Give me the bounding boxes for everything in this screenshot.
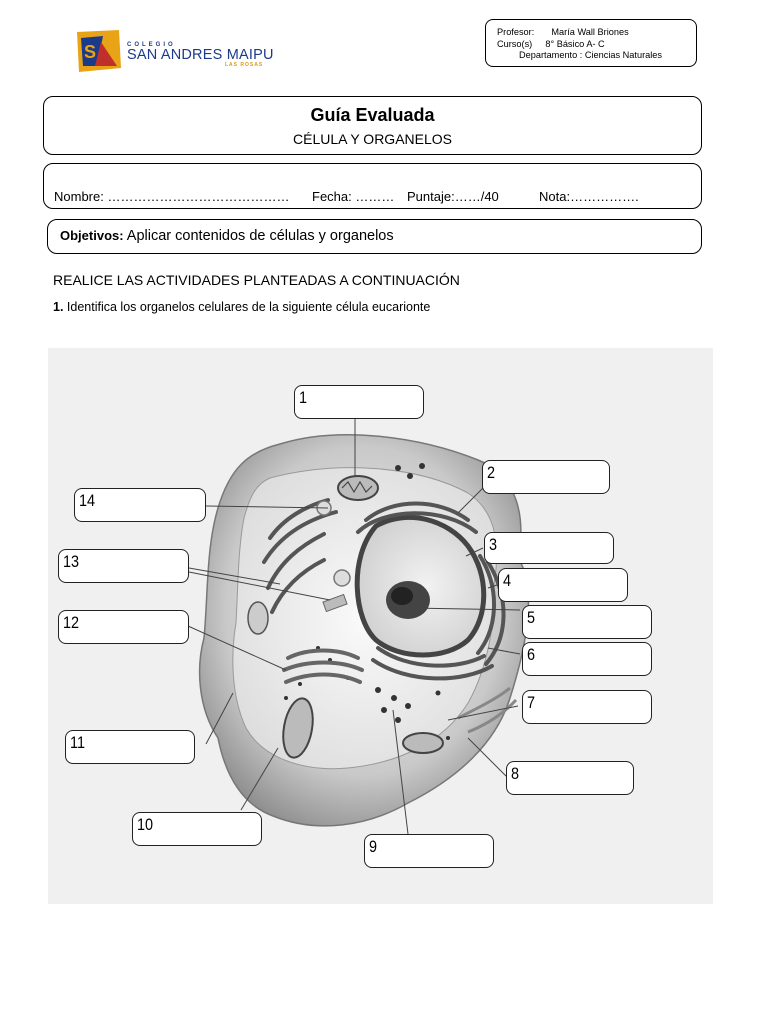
teacher-info-box: [485, 19, 697, 67]
objectives-box: [47, 219, 702, 254]
label-number: 9: [369, 837, 378, 856]
answer-box-11[interactable]: [65, 730, 195, 764]
page-title: Guía Evaluada: [310, 105, 435, 125]
label-number: 11: [70, 733, 86, 752]
answer-box-1[interactable]: [294, 385, 424, 419]
label-number: 6: [527, 645, 536, 664]
fecha-field[interactable]: Fecha: ………: [312, 189, 395, 204]
profesor-value: María Wall Briones: [551, 27, 629, 37]
nota-field[interactable]: Nota:…………….: [539, 189, 639, 204]
answer-box-13[interactable]: [58, 549, 189, 583]
school-logo: [75, 28, 275, 76]
answer-box-9[interactable]: [364, 834, 494, 868]
curso-value: 8° Básico A- C: [545, 38, 605, 49]
label-number: 2: [487, 463, 496, 482]
nombre-field[interactable]: Nombre: ……………………………………: [54, 189, 290, 204]
student-fields-box: [43, 163, 702, 209]
answer-box-5[interactable]: [522, 605, 652, 639]
label-number: 10: [137, 815, 154, 834]
svg-text:S: S: [84, 42, 97, 62]
question-number: 1.: [53, 300, 64, 314]
profesor-line: [497, 27, 696, 39]
question-text: Identifica los organelos celulares de la siguiente célula eucarionte: [63, 300, 431, 314]
answer-box-12[interactable]: [58, 610, 189, 644]
label-number: 8: [511, 764, 520, 783]
departamento-line: Departamento : Ciencias Naturales: [519, 50, 662, 60]
answer-box-14[interactable]: [74, 488, 206, 522]
answer-box-7[interactable]: [522, 690, 652, 724]
cell-diagram: [48, 348, 713, 904]
label-number: 3: [489, 535, 498, 554]
objectives-text: Aplicar contenidos de células y organelos: [123, 228, 394, 244]
instructions-text: REALICE LAS ACTIVIDADES PLANTEADAS A CONTINUACIÓN: [53, 272, 460, 288]
label-number: 13: [63, 552, 80, 571]
answer-box-8[interactable]: [506, 761, 634, 795]
school-emblem-icon: [75, 28, 123, 74]
logo-sub-text: LAS ROSAS: [225, 62, 264, 68]
label-number: 14: [79, 491, 96, 510]
profesor-label: Profesor:: [497, 27, 535, 37]
puntaje-field[interactable]: Puntaje:……/40: [407, 189, 499, 204]
curso-line: [497, 39, 696, 51]
answer-box-6[interactable]: [522, 642, 652, 676]
objectives-label: Objetivos:: [60, 228, 124, 243]
label-number: 12: [63, 613, 80, 632]
title-box: [43, 96, 702, 155]
label-number: 4: [503, 571, 512, 590]
page-subtitle: CÉLULA Y ORGANELOS: [293, 131, 452, 147]
answer-box-3[interactable]: [484, 532, 614, 564]
label-number: 7: [527, 693, 536, 712]
school-name: SAN ANDRES MAIPU: [127, 47, 274, 63]
curso-label: Curso(s): [497, 38, 533, 49]
question-1: [53, 300, 430, 314]
answer-box-4[interactable]: [498, 568, 628, 602]
logo-small-text: COLEGIO: [127, 42, 176, 48]
answer-box-10[interactable]: [132, 812, 262, 846]
label-number: 5: [527, 608, 536, 627]
label-number: 1: [299, 388, 308, 407]
answer-box-2[interactable]: [482, 460, 610, 494]
